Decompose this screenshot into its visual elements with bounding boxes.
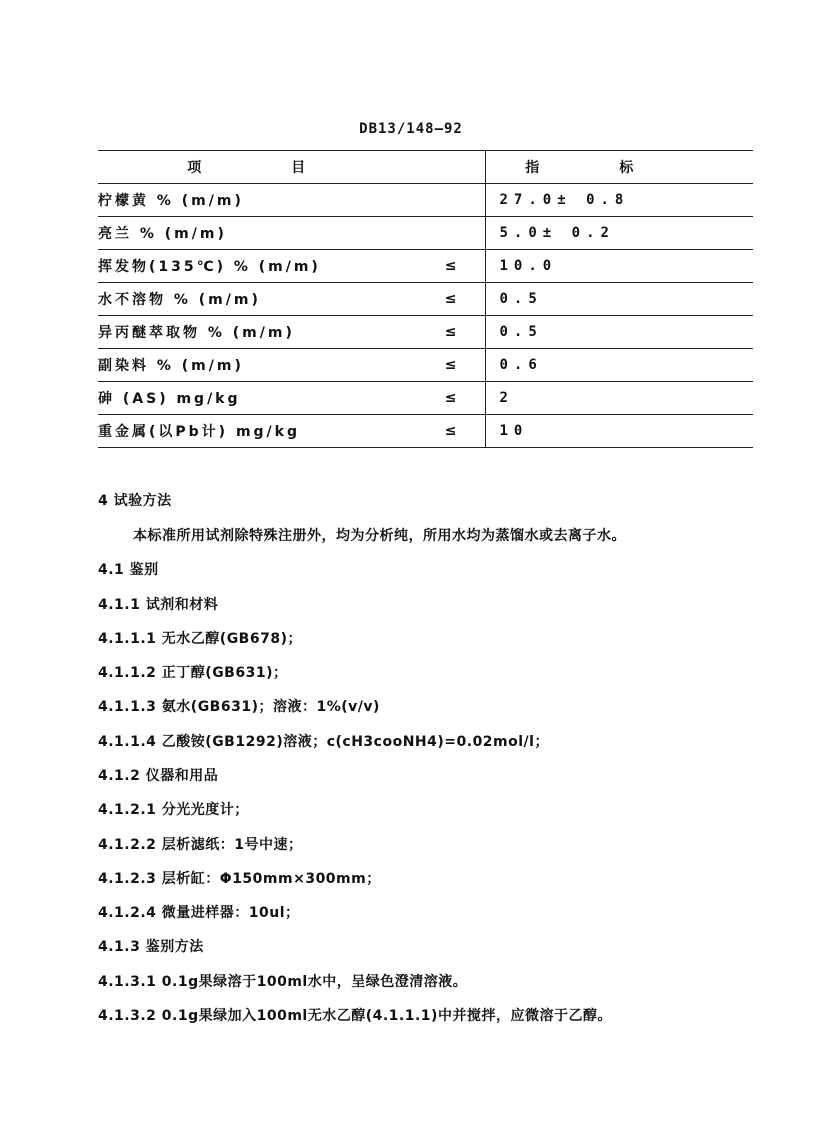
row-item: [98, 283, 485, 316]
item-label: 柠檬黄 % (m/m): [98, 193, 244, 209]
list-item: 4.1.2.4 微量进样器：10ul；: [98, 905, 300, 921]
row-item: [98, 184, 485, 217]
row-value: 27.0± 0.8: [485, 184, 753, 217]
row-value: 2: [485, 382, 753, 415]
row-item: [98, 250, 485, 283]
list-item: 4.1.1.4 乙酸铵(GB1292)溶液；c(cH3cooNH4)=0.02mol/l；: [98, 734, 549, 750]
item-label: 亮兰 % (m/m): [98, 226, 227, 242]
list-item: 4.1.3.1 0.1g果绿溶于100ml水中，呈绿色澄清溶液。: [98, 974, 468, 990]
less-equal-symbol: ≤: [444, 357, 457, 373]
item-label: 异丙醚萃取物 % (m/m): [98, 325, 295, 341]
row-item: [98, 316, 485, 349]
list-item: 4.1.2.2 层析滤纸：1号中速；: [98, 837, 303, 853]
item-label: 砷 (AS) mg/kg: [98, 391, 241, 407]
header-item: 项目: [98, 151, 485, 184]
less-equal-symbol: ≤: [444, 291, 457, 307]
list-item: 4.1.1.2 正丁醇(GB631)；: [98, 665, 288, 681]
row-value: 0.5: [485, 316, 753, 349]
row-value: 10.0: [485, 250, 753, 283]
list-item: 4.1.2.1 分光光度计；: [98, 802, 249, 818]
table-row: [98, 283, 753, 316]
section-heading: 4.1.2 仪器和用品: [98, 768, 219, 784]
table-row: [98, 349, 753, 382]
table-row: [98, 415, 753, 448]
less-equal-symbol: ≤: [444, 258, 457, 274]
row-value: 10: [485, 415, 753, 448]
less-equal-symbol: ≤: [444, 324, 457, 340]
row-value: 0.5: [485, 283, 753, 316]
table-row: [98, 184, 753, 217]
table-header-row: [98, 151, 753, 184]
table-row: [98, 316, 753, 349]
section-heading: 4.1.3 鉴别方法: [98, 939, 204, 955]
less-equal-symbol: ≤: [444, 423, 457, 439]
paragraph: 本标准所用试剂除特殊注册外，均为分析纯，所用水均为蒸馏水或去离子水。: [133, 528, 626, 544]
row-value: 5.0± 0.2: [485, 217, 753, 250]
list-item: 4.1.1.1 无水乙醇(GB678)；: [98, 631, 302, 647]
section-heading: 4.1 鉴别: [98, 562, 159, 578]
row-item: [98, 382, 485, 415]
item-label: 重金属(以Pb计) mg/kg: [98, 424, 301, 440]
specification-table: [98, 150, 753, 448]
list-item: 4.1.3.2 0.1g果绿加入100ml无水乙醇(4.1.1.1)中并搅拌，应微溶于乙醇。: [98, 1008, 612, 1024]
row-item: [98, 415, 485, 448]
header-value: 指标: [485, 151, 753, 184]
table-row: [98, 217, 753, 250]
item-label: 水不溶物 % (m/m): [98, 292, 261, 308]
less-equal-symbol: ≤: [444, 390, 457, 406]
list-item: 4.1.1.3 氨水(GB631)；溶液：1%(v/v): [98, 699, 380, 715]
row-item: [98, 349, 485, 382]
section-heading: 4 试验方法: [98, 493, 172, 509]
row-item: [98, 217, 485, 250]
section-heading: 4.1.1 试剂和材料: [98, 597, 219, 613]
item-label: 挥发物(135℃) % (m/m): [98, 259, 321, 275]
list-item: 4.1.2.3 层析缸：Φ150mm×300mm；: [98, 871, 381, 887]
item-label: 副染料 % (m/m): [98, 358, 244, 374]
document-number-header: DB13/148—92: [359, 121, 463, 137]
table-row: [98, 382, 753, 415]
row-value: 0.6: [485, 349, 753, 382]
table-row: [98, 250, 753, 283]
